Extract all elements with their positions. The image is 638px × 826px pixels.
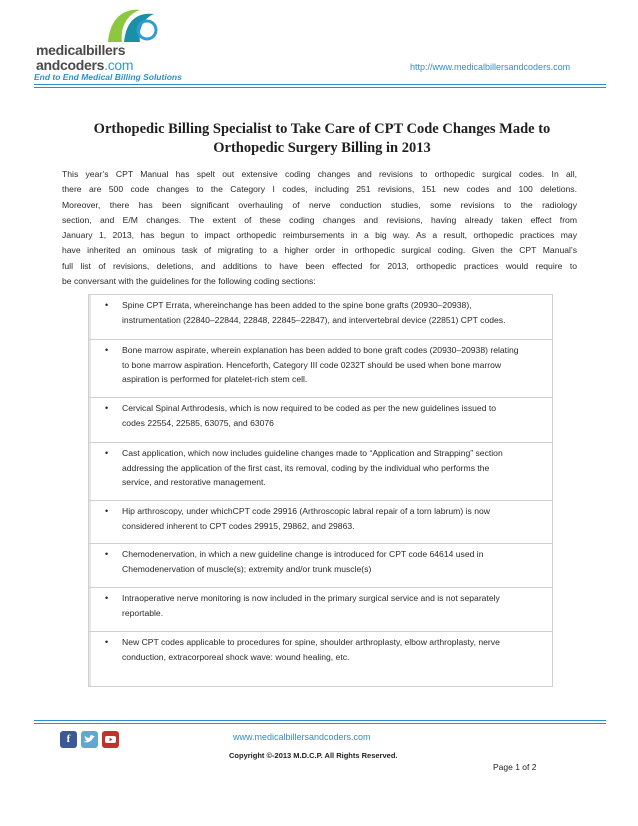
bullet-icon: • xyxy=(105,593,109,603)
list-item-text: Spine CPT Errata, whereinchange has been added to the spine bone grafts (20930–20938), xyxy=(122,300,472,310)
paragraph-line: January 1, 2013, has begun to impact orthopedic reimbursements in a big way. As a result, orthopedic practices may xyxy=(62,230,577,241)
paragraph-line: Moreover, there has been significant overhauling of nerve conduction studies, some revisions to the radiology xyxy=(62,199,577,210)
list-item-text: to bone marrow aspiration. Henceforth, Category III code 0232T should be used when bone marrow xyxy=(122,359,502,370)
list-item-text: Chemodenervation of muscle(s); extremity and/or trunk muscle(s) xyxy=(122,563,372,574)
logo-wordmark-line1: medicalbillers xyxy=(36,42,126,58)
title-line-1: Orthopedic Billing Specialist to Take Care of CPT Code Changes Made to xyxy=(93,121,551,137)
copyright-notice: Copyright ©-2013 M.D.C.P. All Rights Reserved. xyxy=(229,751,398,760)
list-item xyxy=(89,544,552,588)
list-item xyxy=(89,632,552,686)
footer-divider xyxy=(34,720,606,721)
list-item-text: Cervical Spinal Arthrodesis, which is now required to be coded as per the new guidelines issued to xyxy=(122,403,497,413)
bullet-icon: • xyxy=(105,637,109,647)
bullet-icon: • xyxy=(105,549,109,559)
list-item-text: codes 22554, 22585, 63075, and 63076 xyxy=(122,417,274,428)
paragraph-line: there are 500 code changes to the Category I codes, including 251 revisions, 151 new codes and 100 deletions. xyxy=(62,184,577,195)
list-item-text: Bone marrow aspirate, wherein explanation has been added to bone graft codes (20930–20938) relating xyxy=(122,345,519,355)
logo-wordmark-line2 xyxy=(36,57,133,73)
header-divider-thin xyxy=(34,87,606,88)
bullet-icon: • xyxy=(105,403,109,413)
title-line-2: Orthopedic Surgery Billing in 2013 xyxy=(213,140,431,156)
list-item-text: conduction, extracorporeal shock wave: wound healing, etc. xyxy=(122,651,350,662)
list-item-text: service, and restorative management. xyxy=(122,477,266,487)
header-url-link[interactable]: http://www.medicalbillersandcoders.com xyxy=(410,62,571,72)
list-item xyxy=(89,443,552,501)
list-item-text: aspiration is performed for platelet-rich stem cell. xyxy=(122,374,308,384)
bullet-icon: • xyxy=(105,300,109,310)
list-item-text: addressing the application of the first cast, its removal, coding by the individual who performs the xyxy=(122,462,490,473)
page-number: Page 1 of 2 xyxy=(493,762,537,772)
list-item-text: instrumentation (22840–22844, 22848, 22845–22847), and intervertebral device (22851) CPT codes. xyxy=(122,314,506,325)
list-item-text: reportable. xyxy=(122,607,164,618)
youtube-icon[interactable] xyxy=(102,731,119,748)
logo-wordmark-suffix: .com xyxy=(104,57,134,73)
company-logo xyxy=(36,6,176,73)
intro-paragraph xyxy=(62,167,577,289)
twitter-icon[interactable] xyxy=(81,731,98,748)
coding-sections-list xyxy=(88,294,553,687)
bullet-icon: • xyxy=(105,506,109,516)
list-item-text: Cast application, which now includes guideline changes made to “Application and Strapping” section xyxy=(122,448,503,458)
list-item-text: Hip arthroscopy, under whichCPT code 29916 (Arthroscopic labral repair of a torn labrum) is now xyxy=(122,506,490,516)
logo-swoosh-icon xyxy=(100,6,160,46)
list-item xyxy=(89,501,552,544)
bullet-icon: • xyxy=(105,345,109,355)
paragraph-line: be conversant with the guidelines for the following coding sections: xyxy=(62,276,316,287)
list-item xyxy=(89,340,552,398)
list-item-text: considered inherent to CPT codes 29915, 29862, and 29863. xyxy=(122,520,355,531)
facebook-icon[interactable]: f xyxy=(60,731,77,748)
list-item xyxy=(89,588,552,632)
list-item-text: New CPT codes applicable to procedures for spine, shoulder arthroplasty, elbow arthroplasty, nerve xyxy=(122,637,500,647)
tagline: End to End Medical Billing Solutions xyxy=(34,72,182,82)
list-item-text: Intraoperative nerve monitoring is now included in the primary surgical service and is not separately xyxy=(122,593,500,603)
bullet-icon: • xyxy=(105,448,109,458)
header-divider xyxy=(34,84,606,85)
document-title xyxy=(62,120,582,158)
footer-divider-thin xyxy=(34,723,606,724)
paragraph-line: full list of revisions, deletions, and additions to have been effected for 2013, orthopedic practices would require to xyxy=(62,260,577,271)
paragraph-line: have inherited an ominous task of migrating to a higher order in orthopedic surgical coding. Given the CPT Manual’s xyxy=(62,245,577,256)
list-item xyxy=(89,398,552,443)
footer-url-link[interactable]: www.medicalbillersandcoders.com xyxy=(233,732,371,742)
logo-wordmark-main: andcoders xyxy=(36,57,105,73)
list-item-text: Chemodenervation, in which a new guideline change is introduced for CPT code 64614 used in xyxy=(122,549,484,559)
list-item xyxy=(89,295,552,340)
paragraph-line: This year’s CPT Manual has spelt out extensive coding changes and revisions to orthopedic surgical codes. In all, xyxy=(62,169,577,179)
paragraph-line: section, and E/M changes. The extent of these coding changes and revisions, having already taken effect from xyxy=(62,214,577,225)
